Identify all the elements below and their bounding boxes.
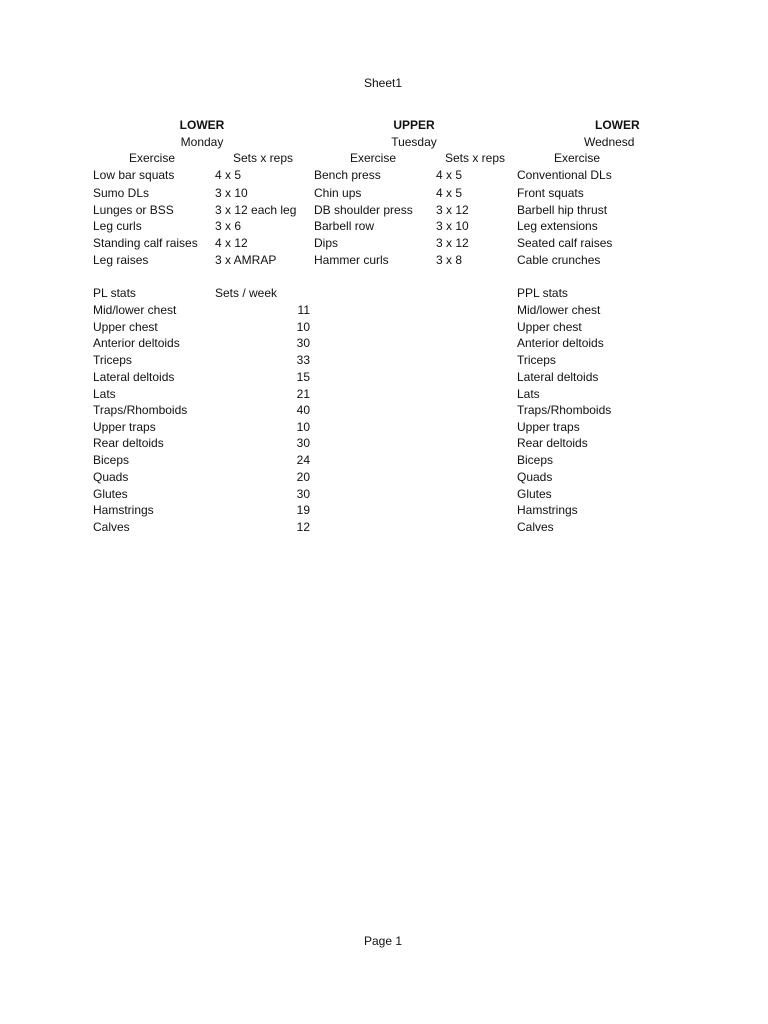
day3-exercise: Conventional DLs — [517, 168, 612, 182]
pl-muscle: Quads — [93, 470, 129, 484]
day2-exercise: Dips — [314, 236, 339, 250]
day3-exercise: Leg extensions — [517, 219, 598, 233]
pl-sets: 30 — [296, 436, 310, 450]
ppl-muscle: Lats — [517, 387, 540, 401]
pl-muscle: Calves — [93, 520, 130, 534]
ppl-muscle: Calves — [517, 520, 554, 534]
day1-type: LOWER — [179, 118, 225, 132]
ppl-muscle: Traps/Rhomboids — [517, 403, 612, 417]
day1-exercise: Leg raises — [93, 253, 149, 267]
day2-exercise: Hammer curls — [314, 253, 389, 267]
page-footer: Page 1 — [363, 934, 403, 948]
day1-sets: 4 x 12 — [215, 236, 248, 250]
day2-sets: 3 x 12 — [436, 203, 469, 217]
day1-name: Monday — [180, 135, 224, 149]
day1-exercise: Standing calf raises — [93, 236, 198, 250]
pl-muscle: Lats — [93, 387, 116, 401]
pl-muscle: Triceps — [93, 353, 132, 367]
pl-muscle: Biceps — [93, 453, 130, 467]
day3-exercise: Cable crunches — [517, 253, 601, 267]
pl-stats-title: PL stats — [93, 286, 136, 300]
pl-muscle: Mid/lower chest — [93, 303, 177, 317]
day2-type: UPPER — [393, 118, 435, 132]
day1-sets: 3 x AMRAP — [215, 253, 277, 267]
day3-exercise: Front squats — [517, 186, 584, 200]
day1-sets: 3 x 10 — [215, 186, 248, 200]
day1-sets: 3 x 6 — [215, 219, 242, 233]
pl-sets: 24 — [296, 453, 310, 467]
pl-muscle: Glutes — [93, 487, 128, 501]
ppl-muscle: Upper chest — [517, 320, 582, 334]
pl-sets: 40 — [296, 403, 310, 417]
pl-muscle: Rear deltoids — [93, 436, 164, 450]
ppl-muscle: Hamstrings — [517, 503, 578, 517]
day3-exercise: Barbell hip thrust — [517, 203, 608, 217]
pl-sets: 21 — [296, 387, 310, 401]
day2-exercise: Barbell row — [314, 219, 375, 233]
day2-col-sets: Sets x reps — [444, 151, 506, 165]
day1-sets: 3 x 12 each leg — [215, 203, 297, 217]
ppl-muscle: Triceps — [517, 353, 556, 367]
pl-sets: 11 — [297, 303, 310, 317]
day3-col-exercise: Exercise — [553, 151, 601, 165]
ppl-muscle: Mid/lower chest — [517, 303, 601, 317]
sheet-title: Sheet1 — [363, 76, 403, 90]
ppl-muscle: Upper traps — [517, 420, 580, 434]
pl-sets: 30 — [296, 487, 310, 501]
day1-col-sets: Sets x reps — [232, 151, 294, 165]
pl-sets: 33 — [296, 353, 310, 367]
pl-sets: 12 — [296, 520, 310, 534]
ppl-muscle: Glutes — [517, 487, 552, 501]
day2-exercise: Chin ups — [314, 186, 362, 200]
pl-sets: 10 — [296, 420, 310, 434]
pl-muscle: Lateral deltoids — [93, 370, 175, 384]
pl-sets: 30 — [296, 336, 310, 350]
pl-muscle: Upper traps — [93, 420, 156, 434]
ppl-stats-title: PPL stats — [517, 286, 568, 300]
day1-col-exercise: Exercise — [128, 151, 176, 165]
day1-sets: 4 x 5 — [215, 168, 242, 182]
day2-sets: 4 x 5 — [436, 186, 463, 200]
ppl-muscle: Biceps — [517, 453, 554, 467]
ppl-muscle: Quads — [517, 470, 553, 484]
pl-muscle: Anterior deltoids — [93, 336, 180, 350]
day3-name: Wednesd — [584, 135, 635, 149]
pl-sets: 10 — [296, 320, 310, 334]
day1-exercise: Leg curls — [93, 219, 142, 233]
day2-exercise: DB shoulder press — [314, 203, 413, 217]
day3-type: LOWER — [595, 118, 640, 132]
pl-muscle: Traps/Rhomboids — [93, 403, 188, 417]
day2-sets: 3 x 8 — [436, 253, 463, 267]
pl-sets: 15 — [296, 370, 310, 384]
day2-exercise: Bench press — [314, 168, 381, 182]
day1-exercise: Lunges or BSS — [93, 203, 174, 217]
ppl-muscle: Rear deltoids — [517, 436, 588, 450]
pl-sets: 20 — [296, 470, 310, 484]
day2-name: Tuesday — [391, 135, 437, 149]
ppl-muscle: Anterior deltoids — [517, 336, 604, 350]
ppl-muscle: Lateral deltoids — [517, 370, 599, 384]
day1-exercise: Sumo DLs — [93, 186, 150, 200]
pl-muscle: Upper chest — [93, 320, 158, 334]
pl-sets: 19 — [296, 503, 310, 517]
day2-sets: 3 x 10 — [436, 219, 469, 233]
day2-sets: 4 x 5 — [436, 168, 463, 182]
day1-exercise: Low bar squats — [93, 168, 175, 182]
day2-col-exercise: Exercise — [349, 151, 397, 165]
day3-exercise: Seated calf raises — [517, 236, 613, 250]
pl-muscle: Hamstrings — [93, 503, 154, 517]
day2-sets: 3 x 12 — [436, 236, 469, 250]
pl-stats-col-header: Sets / week — [215, 286, 278, 300]
